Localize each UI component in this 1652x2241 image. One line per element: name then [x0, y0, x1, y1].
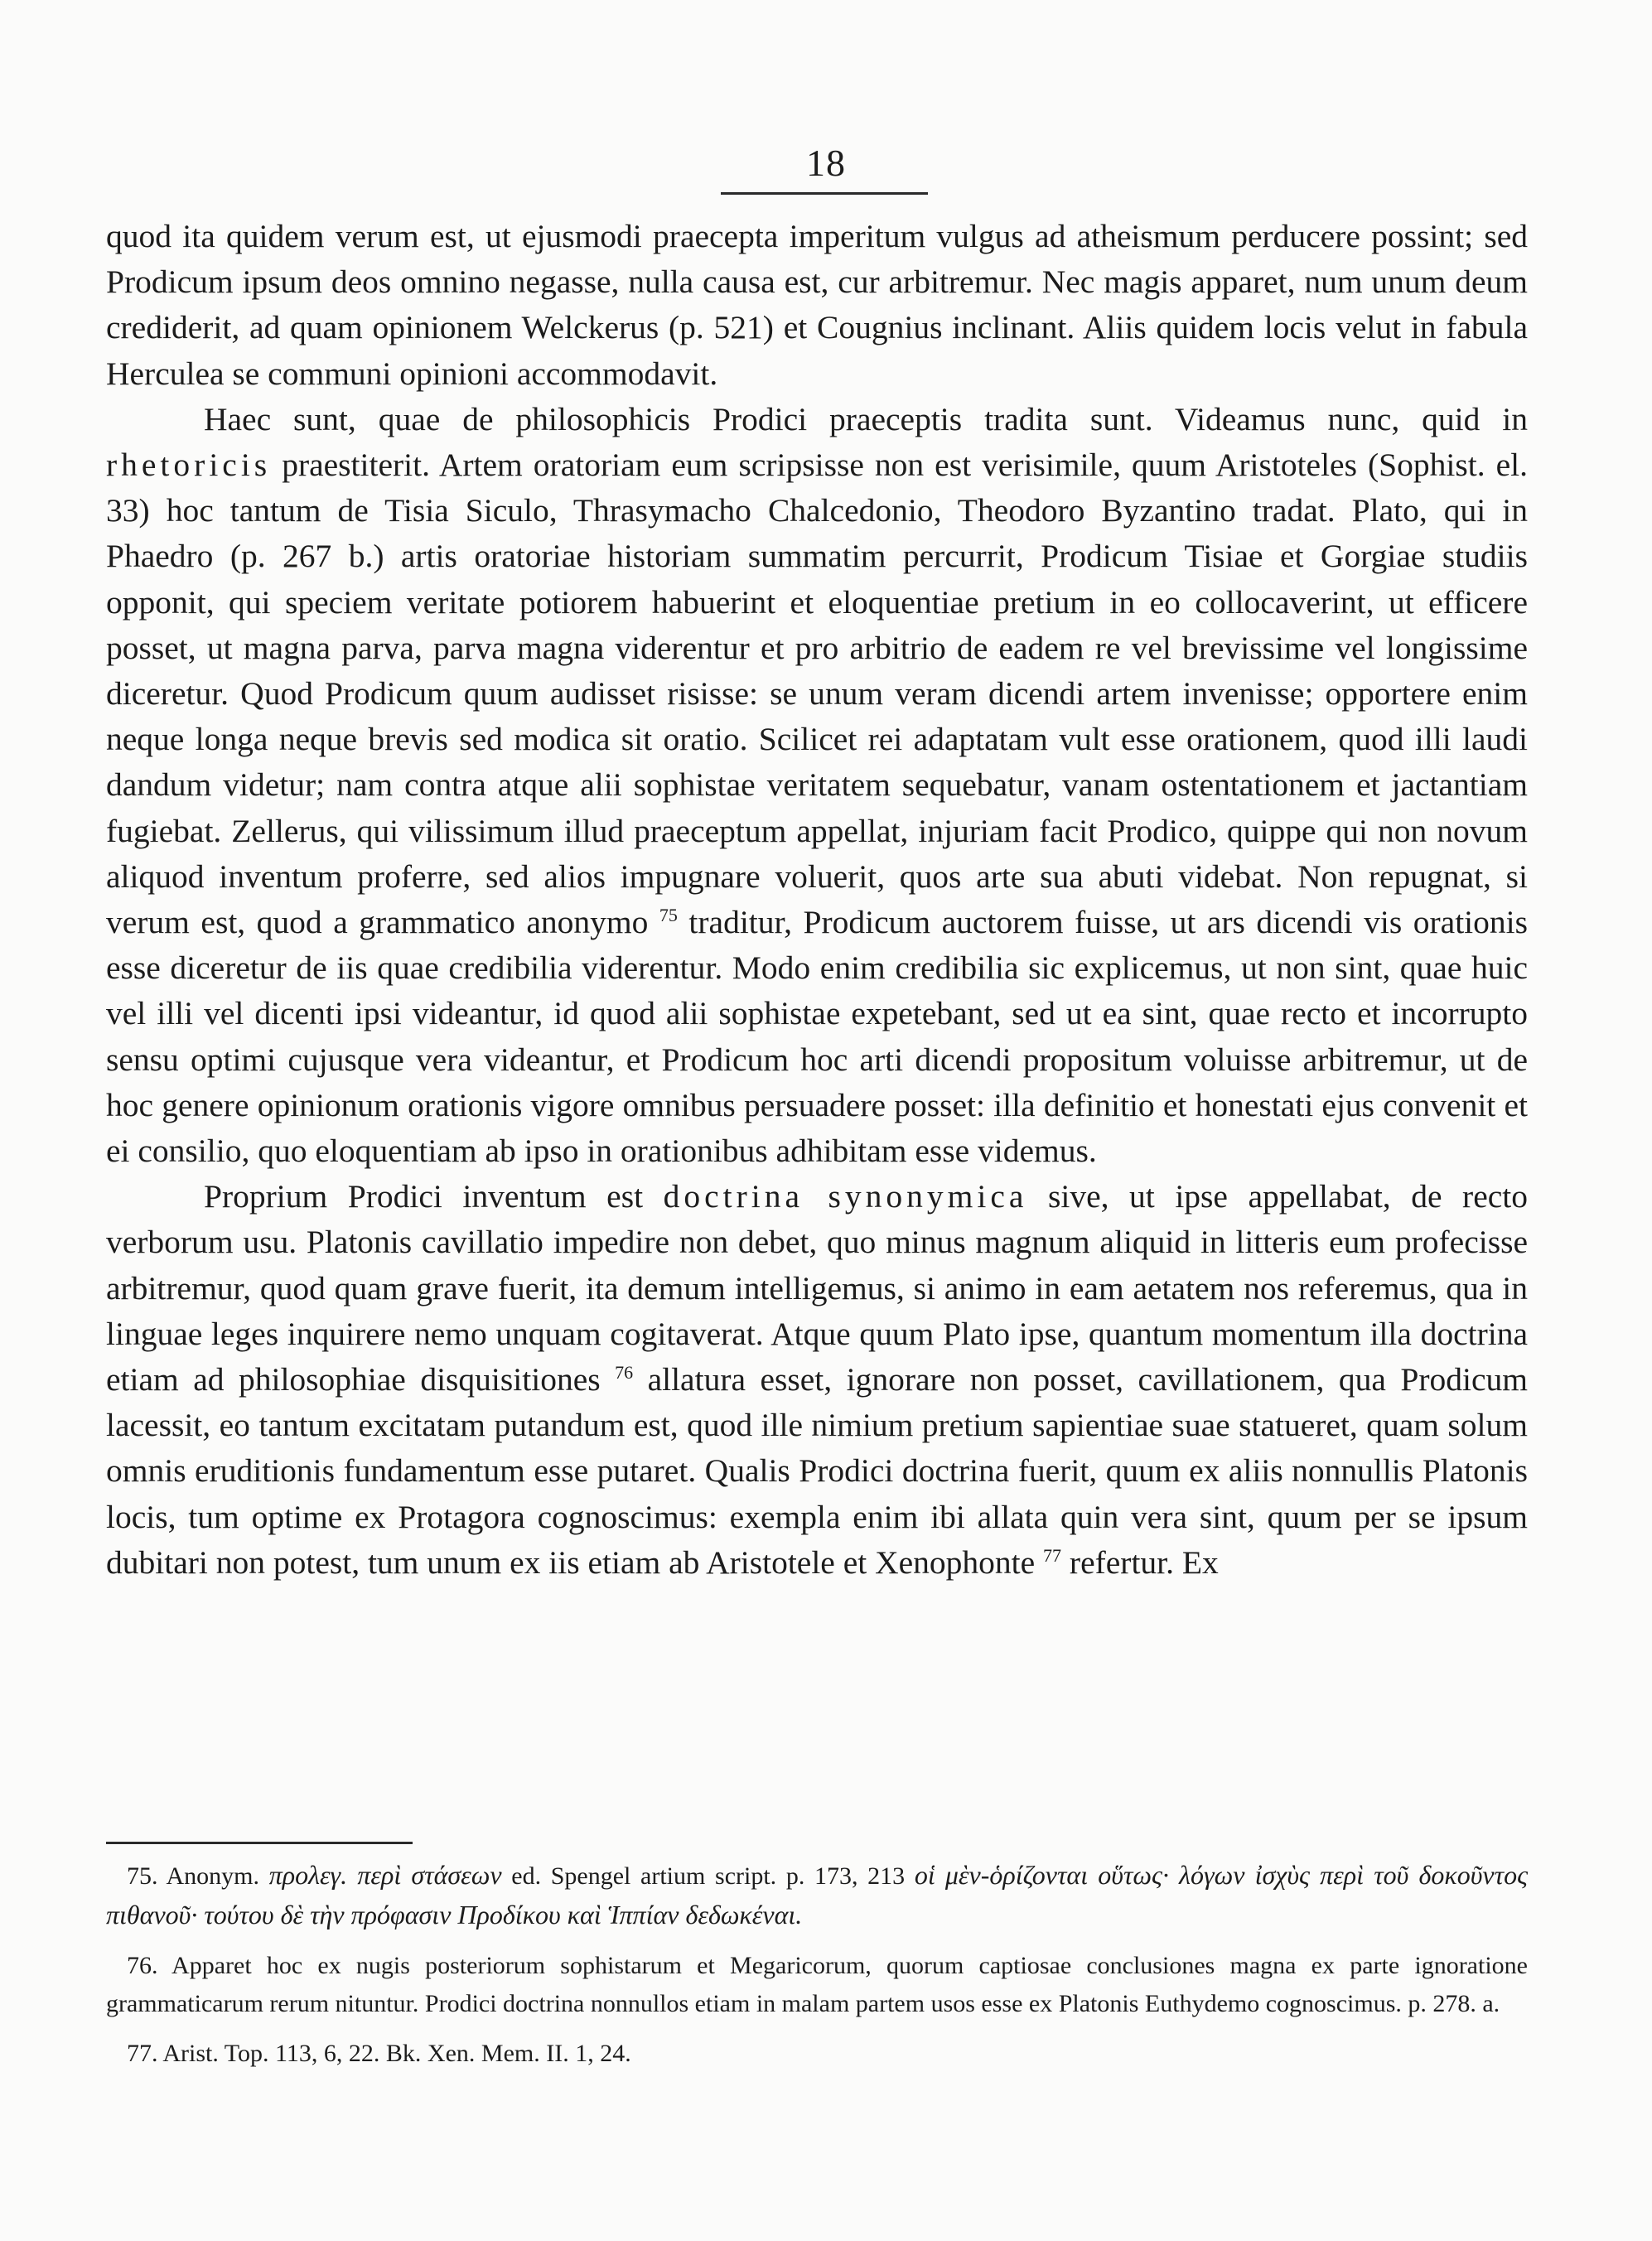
emphasis-rhetoricis: rhetoricis [106, 447, 272, 484]
footnote-77-text: 77. Arist. Top. 113, 6, 22. Bk. Xen. Mem. II. 1, 24. [127, 2040, 631, 2067]
footnote-rule [106, 1842, 413, 1844]
footnote-75-greek-quote: οἱ μὲν-ὁρίζονται οὕτως· λόγων ἰσχὺς περὶ τοῦ δοκοῦντος πιθανοῦ· τούτου δὲ τὴν πρόφασιν Προδίκου καὶ Ἱππίαν δεδωκέναι. [106, 1860, 1529, 1929]
paragraph-2-text-b: praestiterit. Artem oratoriam eum scripsisse non est verisimile, quum Aristoteles (Sophist. el. 33) hoc tantum de Tisia Siculo, Thrasymacho Chalcedonio, Theodoro Byzantino tradat. Plato, qui in Phaedro (p. 267 b.) artis oratoriae historiam summatim percurrit, Prodicum Tisiae et Gorgiae studiis opponit, qui speciem veritate potiorem habuerint et eloquentiae pretium in eo collocaverint, ut efficere posset, ut magna parva, parva magna viderentur et pro arbitrio de eadem re vel brevissime vel longissime diceretur. Quod Prodicum quum audisset risisse: se unum veram dicendi artem invenisse; opportere enim neque longa neque brevis sed modica sit oratio. Scilicet rei adaptatam vult esse orationem, quod illi laudi dandum videtur; nam contra atque alii sophistae veritatem sequebatur, vanam ostentationem et jactantiam fugiebat. Zellerus, qui vilissimum illud praeceptum appellat, injuriam facit Prodico, quippe qui non novum aliquod inventum proferre, sed alios impugnare voluerit, quos arte sua abuti videbat. Non repugnat, si verum est, quod a grammatico anonymo [106, 447, 1528, 941]
footnote-75-citation: ed. Spengel artium script. p. 173, 213 [511, 1862, 906, 1890]
body-text [106, 214, 1528, 1586]
paragraph-3-text-a: Proprium Prodici inventum est [204, 1178, 644, 1215]
page-number: 18 [806, 142, 846, 184]
paragraph-2-text-c: traditur, Prodicum auctorem fuisse, ut ars dicendi vis orationis esse diceretur de iis quae credibilia viderentur. Modo enim credibilia sic explicemus, ut non sint, quae huic vel illi vel dicenti ipsi videantur, id quod alii sophistae expetebant, sed ut ea sint, quae recto et incorrupto sensu optimi cujusque vera videantur, et Prodicum hoc arti dicendi propositum voluisse arbitremur, ut de hoc genere opinionum orationis vigore omnibus persuadere posset: illa definitio et honestati ejus convenit et ei consilio, quo eloquentiam ab ipso in orationibus adhibitam esse videmus. [106, 904, 1528, 1170]
emphasis-doctrina-synonymica: doctrina synonymica [663, 1178, 1028, 1215]
paragraph-2-text-a: Haec sunt, quae de philosophicis Prodici praeceptis tradita sunt. Videamus nunc, quid in [204, 400, 1528, 437]
paragraph-3-text-b: sive, ut ipse appellabat, de recto verborum usu. Platonis cavillatio impedire non debet, quo minus magnum aliquid in litteris eum profecisse arbitremur, quod quam grave fuerit, ita demum intelligemus, si animo in eam aetatem nos referemus, qua in linguae leges inquirere nemo unquam cogitaverat. Atque quum Plato ipse, quantum momentum illa doctrina etiam ad philosophiae disquisitiones [106, 1178, 1528, 1398]
paragraph-3-text-c: allatura esset, ignorare non posset, cavillationem, qua Prodicum lacessit, eo tantum excitatam putandum est, quod ille nimium pretium sapientiae suae statueret, quam solum omnis eruditionis fundamentum esse putaret. Qualis Prodici doctrina fuerit, quum ex aliis nonnullis Platonis locis, tum optime ex Protagora cognoscimus: exempla enim ibi allata quin vera sint, quum per se ipsum dubitari non potest, tum unum ex iis etiam ab Aristotele et Xenophonte [106, 1361, 1528, 1581]
footnotes [106, 1856, 1528, 2084]
footnote-76 [106, 1947, 1528, 2023]
paragraph-1 [106, 214, 1528, 397]
header-rule [721, 192, 928, 195]
footnote-ref-77: 77 [1043, 1544, 1062, 1566]
footnote-ref-76: 76 [615, 1361, 634, 1383]
footnote-75 [106, 1856, 1528, 1935]
footnote-76-text: 76. Apparet hoc ex nugis posteriorum sophistarum et Megaricorum, quorum captiosae conclusiones magna ex parte ignoratione grammaticarum rerum nituntur. Prodici doctrina nonnullos etiam in malam partem usos esse ex Platonis Euthydemo cognoscimus. p. 278. a. [106, 1952, 1528, 2017]
footnote-77 [106, 2035, 1528, 2073]
footnote-75-label: 75. Anonym. [127, 1862, 260, 1890]
paragraph-1-text: quod ita quidem verum est, ut ejusmodi praecepta imperitum vulgus ad atheismum perducere possint; sed Prodicum ipsum deos omnino negasse, nulla causa est, cur arbitremur. Nec magis apparet, num unum deum crediderit, ad quam opinionem Welckerus (p. 521) et Cougnius inclinant. Aliis quidem locis velut in fabula Herculea se communi opinioni accommodavit. [106, 218, 1528, 392]
footnote-ref-75: 75 [659, 904, 678, 925]
footnote-75-greek-title: προλεγ. περὶ στάσεων [268, 1860, 502, 1890]
paragraph-3-text-d: refertur. Ex [1069, 1543, 1219, 1581]
paragraph-3 [106, 1174, 1528, 1586]
paragraph-2 [106, 397, 1528, 1174]
